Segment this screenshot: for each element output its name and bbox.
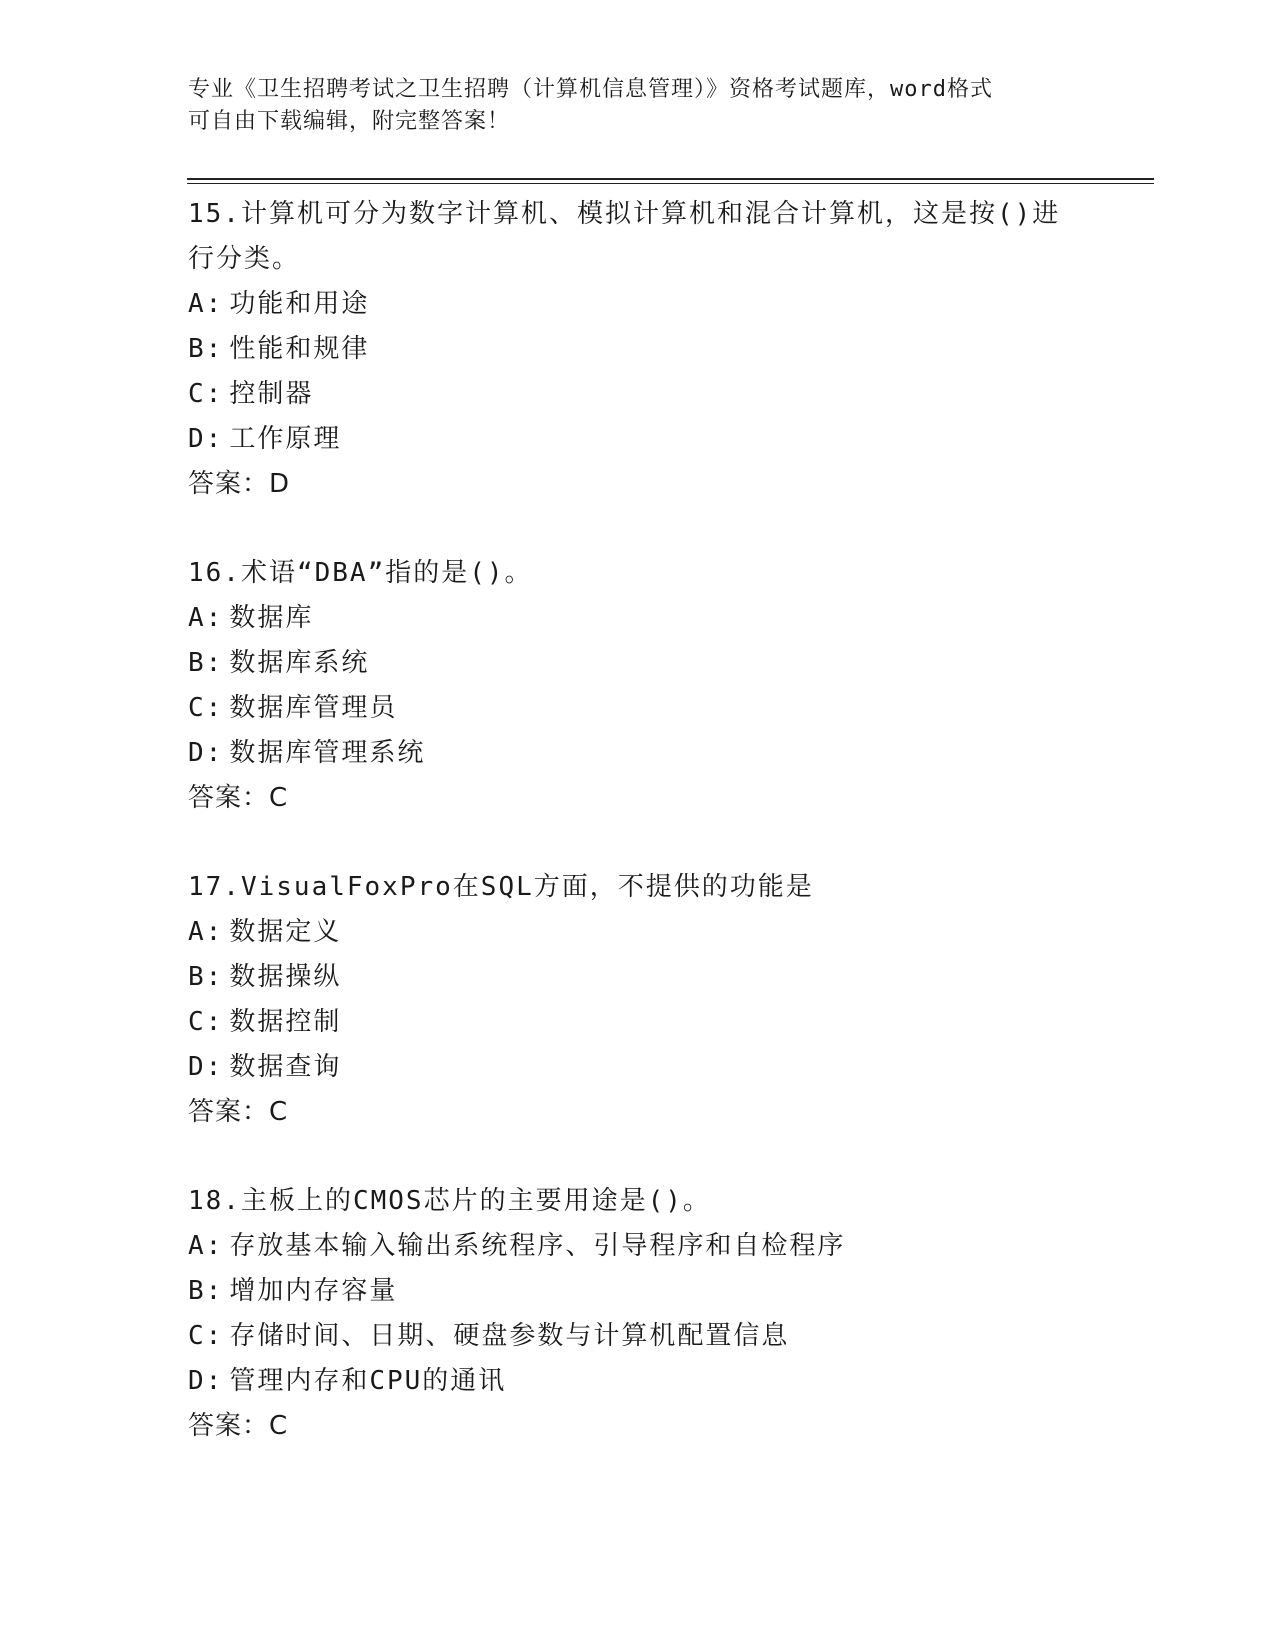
option-letter: D: <box>188 1366 224 1396</box>
option-text: 数据库系统 <box>229 648 370 678</box>
header-line-1: 专业《卫生招聘考试之卫生招聘（计算机信息管理）》资格考试题库，word格式 <box>188 77 993 102</box>
option-text: 数据库 <box>229 603 314 633</box>
answer-line: 答案：C <box>188 783 289 813</box>
header-divider-thick <box>187 178 1154 180</box>
answer-line: 答案：C <box>188 1411 289 1441</box>
question-stem: 16.术语“DBA”指的是()。 <box>188 558 533 588</box>
option-text: 数据查询 <box>229 1052 342 1082</box>
option-letter: A: <box>188 1231 224 1261</box>
question-list <box>188 192 1088 1493</box>
option-text: 工作原理 <box>229 424 342 454</box>
option-text: 数据库管理员 <box>229 693 398 723</box>
question-stem: 17.VisualFoxPro在SQL方面，不提供的功能是 <box>188 872 814 902</box>
answer-line: 答案：C <box>188 1097 289 1127</box>
option-c <box>188 1314 1088 1359</box>
option-text: 数据库管理系统 <box>229 738 426 768</box>
option-letter: B: <box>188 648 224 678</box>
question-stem: 15.计算机可分为数字计算机、模拟计算机和混合计算机，这是按()进行分类。 <box>188 199 1061 274</box>
question-18 <box>188 1179 1088 1449</box>
option-d <box>188 417 1088 462</box>
option-d <box>188 731 1088 776</box>
option-letter: B: <box>188 962 224 992</box>
option-c <box>188 372 1088 417</box>
option-letter: C: <box>188 1321 224 1351</box>
option-letter: A: <box>188 917 224 947</box>
question-16 <box>188 551 1088 821</box>
option-text: 性能和规律 <box>229 334 370 364</box>
option-a <box>188 596 1088 641</box>
option-text: 管理内存和CPU的通讯 <box>229 1366 507 1396</box>
answer-line: 答案：D <box>188 469 291 499</box>
option-a <box>188 910 1088 955</box>
option-c <box>188 1000 1088 1045</box>
question-15 <box>188 192 1088 507</box>
option-letter: B: <box>188 334 224 364</box>
header-line-2: 可自由下载编辑，附完整答案！ <box>188 109 511 134</box>
option-d <box>188 1045 1088 1090</box>
option-a <box>188 1224 1088 1269</box>
option-letter: D: <box>188 738 224 768</box>
header-divider-thin <box>187 183 1154 184</box>
option-b <box>188 641 1088 686</box>
option-text: 功能和用途 <box>229 289 370 319</box>
option-text: 数据定义 <box>229 917 342 947</box>
option-letter: C: <box>188 1007 224 1037</box>
option-text: 存储时间、日期、硬盘参数与计算机配置信息 <box>229 1321 790 1351</box>
option-letter: A: <box>188 603 224 633</box>
option-letter: C: <box>188 379 224 409</box>
option-d <box>188 1359 1088 1404</box>
option-letter: D: <box>188 1052 224 1082</box>
option-b <box>188 955 1088 1000</box>
option-c <box>188 686 1088 731</box>
option-letter: C: <box>188 693 224 723</box>
option-letter: B: <box>188 1276 224 1306</box>
document-header <box>188 74 1088 138</box>
option-letter: A: <box>188 289 224 319</box>
option-a <box>188 282 1088 327</box>
option-text: 存放基本输入输出系统程序、引导程序和自检程序 <box>229 1231 846 1261</box>
option-text: 增加内存容量 <box>229 1276 398 1306</box>
option-b <box>188 1269 1088 1314</box>
option-text: 控制器 <box>229 379 314 409</box>
option-b <box>188 327 1088 372</box>
option-letter: D: <box>188 424 224 454</box>
question-stem: 18.主板上的CMOS芯片的主要用途是()。 <box>188 1186 711 1216</box>
question-17 <box>188 865 1088 1135</box>
option-text: 数据控制 <box>229 1007 342 1037</box>
option-text: 数据操纵 <box>229 962 342 992</box>
